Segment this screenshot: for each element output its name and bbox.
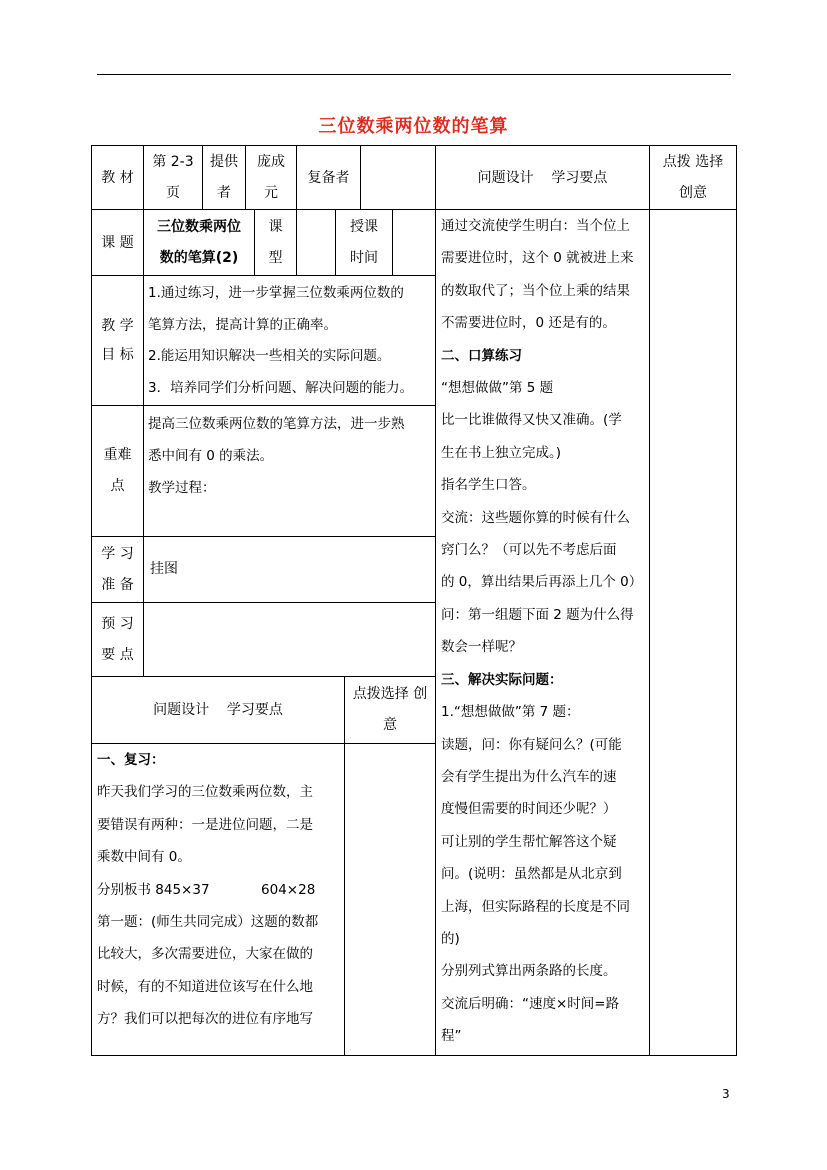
preview-label: 预 习 要 点 (101, 615, 134, 663)
right-column-line: 三、解决实际问题： (441, 671, 563, 688)
lesson-time-label: 授课 时间 (350, 218, 378, 266)
textbook-page: 第 2-3 页 (152, 153, 194, 201)
right-column-line: 交流：这些题你算的时候有什么 (441, 509, 630, 526)
reviewer-label: 复备者 (307, 169, 350, 186)
right-column-line: 度慢但需要的时间还少呢？） (441, 801, 617, 818)
document-title: 三位数乘两位数的笔算 (318, 116, 509, 137)
right-column-line: 指名学生口答。 (441, 477, 536, 494)
review-line: 方？我们可以把每次的进位有序地写 (97, 1011, 313, 1028)
right-column-line: 上海，但实际路程的长度是不同 (441, 898, 630, 915)
review-line: 比较大，多次需要进位，大家在做的 (97, 946, 313, 963)
review-line: 时候，有的不知道进位该写在什么地 (97, 978, 313, 995)
study-prep-value: 挂图 (150, 561, 178, 577)
review-heading: 一、复习： (97, 752, 165, 768)
right-column-line: 需要进位时，这个 0 就被进上来 (441, 250, 634, 267)
right-column-line: 可让别的学生帮忙解答这个疑 (441, 833, 617, 850)
review-line: 要错误有两种：一是进位问题，二是 (97, 816, 313, 833)
lower-design-header: 问题设计 学习要点 (153, 702, 283, 718)
key-point-line: 教学过程： (148, 480, 216, 496)
right-column-line: 的 0，算出结果后再添上几个 0） (441, 574, 643, 591)
lesson-type-label: 课 型 (268, 218, 283, 266)
textbook-label: 教 材 (101, 169, 134, 186)
right-column-line: “想想做做”第 5 题 (441, 380, 554, 397)
right-column-line: 读题，问：你有疑问么？(可能 (441, 736, 622, 753)
right-column-line: 的数取代了；当个位上乘的结果 (441, 282, 630, 299)
goal-line: 3．培养同学们分析问题、解决问题的能力。 (148, 379, 414, 396)
study-prep-label: 学 习 准 备 (101, 545, 134, 593)
key-point-line: 提高三位数乘两位数的笔算方法，进一步熟 (148, 416, 405, 432)
right-column-line: 问。(说明：虽然都是从北京到 (441, 866, 622, 883)
review-line: 昨天我们学习的三位数乘两位数，主 (97, 784, 313, 801)
right-column-line: 窍门么？（可以先不考虑后面 (441, 542, 617, 559)
lower-guidance-header: 点拨选择 创 意 (352, 686, 428, 733)
goal-line: 笔算方法，提高计算的正确率。 (148, 316, 337, 333)
goal-line: 1.通过练习，进一步掌握三位数乘两位数的 (148, 285, 404, 301)
header-rule (97, 74, 731, 75)
right-column-line: 数会一样呢？ (441, 639, 522, 656)
provider-name: 庞成 元 (257, 153, 285, 201)
goals-label: 教 学 目 标 (101, 317, 134, 363)
right-column-line: 的) (441, 930, 460, 947)
right-column-line: 程” (441, 1028, 462, 1045)
right-column-line: 1.“想想做做”第 7 题： (441, 704, 580, 721)
problem-design-header: 问题设计 学习要点 (477, 169, 608, 186)
provider-label: 提供 者 (210, 153, 238, 201)
review-line: 第一题：(师生共同完成）这题的数都 (97, 914, 319, 931)
guidance-header: 点拨 选择 创意 (662, 153, 724, 201)
topic-label: 课 题 (101, 234, 134, 251)
key-points-label: 重难 点 (103, 447, 132, 494)
review-line: 乘数中间有 0。 (97, 849, 191, 866)
goals-content (148, 278, 435, 404)
right-column-line: 不需要进位时，0 还是有的。 (441, 315, 616, 332)
key-points-content (148, 408, 435, 504)
right-column-line: 问：第一组题下面 2 题为什么得 (441, 606, 634, 623)
goal-line: 2.能运用知识解决一些相关的实际问题。 (148, 348, 391, 364)
right-column-line: 生在书上独立完成。) (441, 444, 562, 461)
review-line: 分别板书 845×37 604×28 (97, 881, 316, 898)
right-column-line: 比一比谁做得又快又准确。(学 (441, 412, 622, 429)
right-column-line: 通过交流使学生明白：当个位上 (441, 218, 630, 234)
right-column-line: 会有学生提出为什么汽车的速 (441, 768, 617, 785)
right-column-content (441, 210, 649, 1053)
page-number: 3 (722, 1087, 730, 1101)
review-content (97, 744, 344, 1036)
right-column-line: 交流后明确：“速度×时间=路 (441, 995, 620, 1012)
topic-value: 三位数乘两位 数的笔算(2) (157, 218, 241, 266)
right-column-line: 分别列式算出两条路的长度。 (441, 963, 617, 980)
right-column-line: 二、口算练习 (441, 347, 522, 364)
key-point-line: 悉中间有 0 的乘法。 (148, 448, 274, 464)
